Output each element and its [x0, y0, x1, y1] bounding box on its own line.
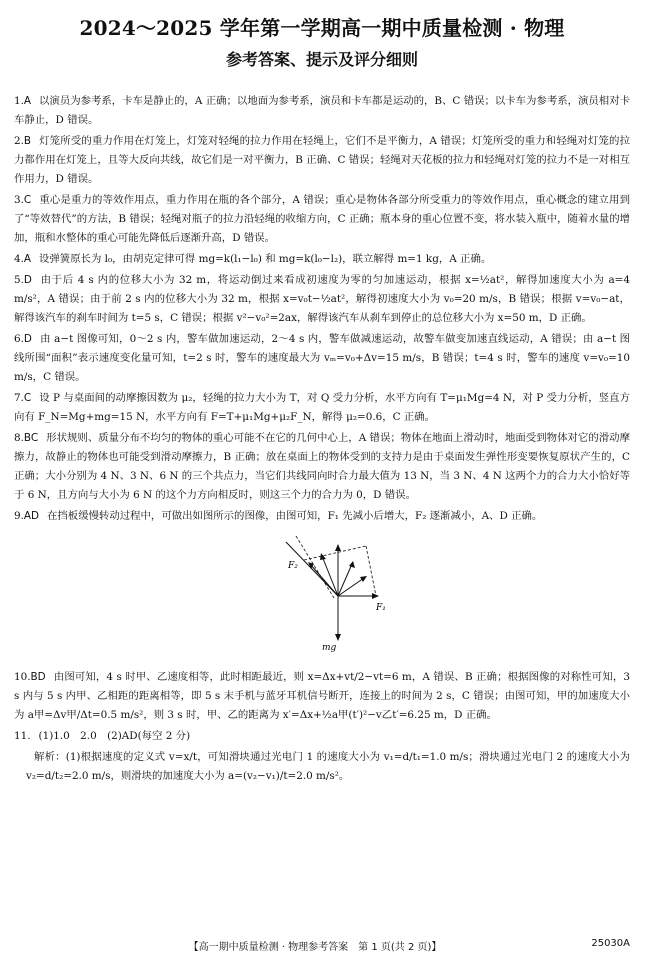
- answer-explanation: 重心是重力的等效作用点，重力作用在瓶的各个部分，A 错误；重心是物体各部分所受重力的等效作用点，重心概念的建立用到了“等效替代”的方法，B 错误；轻绳对瓶子的拉力沿轻绳的收缩方向，C 正确；瓶本身的重心位置不变，将水装入瓶中，随着水量的增加，瓶和水整体的重心可能先降低后逐渐升高，D 错误。: [14, 194, 630, 244]
- label-mg: mg: [322, 643, 337, 653]
- answer-explanation: 由于后 4 s 内的位移大小为 32 m，将运动倒过来看成初速度为零的匀加速运动，根据 x=½at²，解得加速度大小为 a=4 m/s²，A 错误；由于前 2 s 内的位移大小为 32 m，根据 x=v₀t−½at²，解得初速度大小为 v₀=20 m/s，B 错误；根据 v=v₀−at，解得该汽车的刹车时间为 t=5 s，C 错误；根据 v²−v₀²=2ax，解得该汽车从刹车到停止的总位移大小为 x=50 m，D 正确。: [14, 274, 630, 324]
- f2-arrow: [322, 556, 338, 596]
- answer-choice: BD: [30, 671, 46, 683]
- label-f2: F₂: [288, 561, 298, 571]
- page-subtitle: 参考答案、提示及评分细则: [225, 50, 418, 69]
- arrowhead-icon: [372, 593, 379, 599]
- answer-item-5: 5.D 由于后 4 s 内的位移大小为 32 m，将运动倒过来看成初速度为零的匀加速运动，根据 x=½at²，解得加速度大小为 a=4 m/s²，A 错误；由于前 2 s 内的位移大小为 32 m，根据 x=v₀t−½at²，解得初速度大小为 v₀=20 m/s，B 错误；根据 v=v₀−at，解得该汽车的刹车时间为 t=5 s，C 错误；根据 v²−v₀²=2ax，解得该汽车从刹车到停止的总位移大小为 x=50 m，D 正确。: [14, 274, 630, 324]
- answer-explanation: 由 a−t 图像可知，0～2 s 内，警车做加速运动，2～4 s 内，警车做减速运动，故警车做变加速直线运动，A 错误；由 a−t 图线所围“面积”表示速度变化量可知，t=2 s 时，警车的速度最大为 vₘ=v₀+Δv=15 m/s，B 错误；t=4 s 时，警车的速度 v=v₀=10 m/s，C 错误。: [14, 333, 630, 383]
- answer-choice: C: [23, 194, 32, 206]
- page-footer: [0, 938, 630, 953]
- answer-choice: A: [23, 95, 32, 107]
- answer-choice: B: [23, 135, 32, 147]
- answer-item-6: 6.D 由 a−t 图像可知，0～2 s 内，警车做加速运动，2～4 s 内，警车做减速运动，故警车做变加速直线运动，A 错误；由 a−t 图线所围“面积”表示速度变化量可知，t=2 s 时，警车的速度最大为 vₘ=v₀+Δv=15 m/s，B 错误；t=4 s 时，警车的速度 v=v₀=10 m/s，C 错误。: [14, 333, 630, 383]
- answer-choice: C: [23, 392, 32, 404]
- answer-item-9: 9.AD 在挡板缓慢转动过程中，可做出如图所示的图像，由图可知，F₁ 先减小后增大，F₂ 逐渐减小，A、D 正确。: [14, 510, 543, 522]
- answer-choice: BC: [23, 432, 39, 444]
- answer-explanation: 形状规则、质量分布不均匀的物体的重心可能不在它的几何中心上，A 错误；物体在地面上滑动时，地面受到物体对它的滑动摩擦力，故静止的物体也可能受到滑动摩擦力，B 正确；放在桌面上的物体受到的支持力是由于桌面发生弹性形变要恢复原状产生的，C 正确；大小分别为 4 N、3 N、6 N 的三个共点力，当它们共线同向时合力最大值为 13 N，当 3 N、4 N 这两个力的合力大小恰好等于 6 N，且方向与大小为 6 N 的这个力方向相反时，则这三个力的合力为 0，D 错误。: [14, 432, 630, 501]
- footer-code: 25030A: [591, 938, 630, 949]
- answer-explanation: 灯笼所受的重力作用在灯笼上，灯笼对轻绳的拉力作用在轻绳上，它们不是平衡力，A 错误；灯笼所受的重力和轻绳对灯笼的拉力都作用在灯笼上，且等大反向共线，故它们是一对平衡力，B 正确、C 错误；轻绳对天花板的拉力和轻绳对灯笼的拉力不是一对相互作用力，D 错误。: [14, 135, 630, 185]
- answer-choice: D: [23, 333, 32, 345]
- answer-item-8: 8.BC 形状规则、质量分布不均匀的物体的重心可能不在它的几何中心上，A 错误；物体在地面上滑动时，地面受到物体对它的滑动摩擦力，故静止的物体也可能受到滑动摩擦力，B 正确；放在桌面上的物体受到的支持力是由于桌面发生弹性形变要恢复原状产生的，C 正确；大小分别为 4 N、3 N、6 N 的三个共点力，当它们共线同向时合力最大值为 13 N，当 3 N、4 N 这两个力的合力大小恰好等于 6 N，且方向与大小为 6 N 的这个力方向相反时，则这三个力的合力为 0，D 错误。: [14, 432, 630, 501]
- answer-item-10: 10.BD 由图可知，4 s 时甲、乙速度相等，此时相距最近，则 x=Δx+vt/2−vt=6 m，A 错误、B 正确；根据图像的对称性可知，3 s 内与 5 s 内甲、乙相距的距离相等，即 5 s 末手机与蓝牙耳机信号断开，连接上的时间为 2 s，C 错误；由图可知，甲的加速度大小为 a甲=Δv甲/Δt=0.5 m/s²，则 3 s 时，甲、乙的距离为 x′=Δx+½a甲(t′)²−v乙t′=6.25 m，D 正确。: [14, 671, 630, 721]
- answer-item-1: 1.A 以演员为参考系，卡车是静止的，A 正确；以地面为参考系，演员和卡车都是运动的，B、C 错误；以卡车为参考系，演员相对卡车静止，D 错误。: [14, 95, 630, 126]
- construction-line: [366, 546, 376, 596]
- force-triangle-diagram: [278, 534, 398, 654]
- answer-item-11-analysis: [14, 748, 630, 786]
- baffle-dashed-line: [296, 536, 334, 598]
- answer-explanation: 在挡板缓慢转动过程中，可做出如图所示的图像，由图可知，F₁ 先减小后增大，F₂ 逐渐减小，A、D 正确。: [47, 510, 543, 522]
- arrowhead-icon: [335, 634, 341, 641]
- arrowhead-icon: [335, 544, 341, 551]
- answer-explanation: 以演员为参考系，卡车是静止的，A 正确；以地面为参考系，演员和卡车都是运动的，B、C 错误；以卡车为参考系，演员相对卡车静止，D 错误。: [14, 95, 630, 126]
- arrowhead-icon: [360, 576, 367, 582]
- footer-page-info: 【高一期中质量检测 · 物理参考答案 第 1 页(共 2 页)】: [188, 942, 442, 953]
- answer-explanation: 设 P 与桌面间的动摩擦因数为 μ₂，轻绳的拉力大小为 T，对 Q 受力分析，水平方向有 T=μ₁Mg=4 N，对 P 受力分析，竖直方向有 F_N=Mg+mg=15 N，水平方向有 F=T+μ₁Mg+μ₂F_N，解得 μ₂=0.6，C 正确。: [14, 392, 630, 423]
- answer-item-11: 11. (1)1.0 2.0 (2)AD(每空 2 分): [14, 730, 191, 742]
- answer-list: [14, 92, 630, 786]
- label-f1: F₁: [376, 603, 386, 613]
- f2-arrow: [310, 564, 338, 596]
- answer-explanation: 由图可知，4 s 时甲、乙速度相等，此时相距最近，则 x=Δx+vt/2−vt=6 m，A 错误、B 正确；根据图像的对称性可知，3 s 内与 5 s 内甲、乙相距的距离相等，即 5 s 末手机与蓝牙耳机信号断开，连接上的时间为 2 s，C 错误；由图可知，甲的加速度大小为 a甲=Δv甲/Δt=0.5 m/s²，则 3 s 时，甲、乙的距离为 x′=Δx+½a甲(t′)²−v乙t′=6.25 m，D 正确。: [14, 671, 630, 721]
- answer-choice: AD: [23, 510, 40, 522]
- answer-choice: D: [23, 274, 32, 286]
- page-title: 2024～2025 学年第一学期高一期中质量检测 · 物理: [79, 16, 565, 40]
- answer-explanation: 设弹簧原长为 l₀，由胡克定律可得 mg=k(l₁−l₀) 和 mg=k(l₀−l₂)，联立解得 m=1 kg，A 正确。: [39, 253, 492, 265]
- answer-explanation: (1)1.0 2.0 (2)AD(每空 2 分): [38, 730, 191, 742]
- answer-item-3: 3.C 重心是重力的等效作用点，重力作用在瓶的各个部分，A 错误；重心是物体各部分所受重力的等效作用点，重心概念的建立用到了“等效替代”的方法，B 错误；轻绳对瓶子的拉力沿轻绳的收缩方向，C 正确；瓶本身的重心位置不变，将水装入瓶中，随着水量的增加，瓶和水整体的重心可能先降低后逐渐升高，D 错误。: [14, 194, 630, 244]
- arrowhead-icon: [320, 553, 326, 560]
- answer-item-7: 7.C 设 P 与桌面间的动摩擦因数为 μ₂，轻绳的拉力大小为 T，对 Q 受力分析，水平方向有 T=μ₁Mg=4 N，对 P 受力分析，竖直方向有 F_N=Mg+mg=15 N，水平方向有 F=T+μ₁Mg+μ₂F_N，解得 μ₂=0.6，C 正确。: [14, 392, 630, 423]
- answer-item-2: 2.B 灯笼所受的重力作用在灯笼上，灯笼对轻绳的拉力作用在轻绳上，它们不是平衡力，A 错误；灯笼所受的重力和轻绳对灯笼的拉力都作用在灯笼上，且等大反向共线，故它们是一对平衡力，B 正确、C 错误；轻绳对天花板的拉力和轻绳对灯笼的拉力不是一对相互作用力，D 错误。: [14, 135, 630, 185]
- arrowhead-icon: [349, 561, 355, 568]
- construction-line: [304, 546, 366, 560]
- answer-item-4: 4.A 设弹簧原长为 l₀，由胡克定律可得 mg=k(l₁−l₀) 和 mg=k(l₀−l₂)，联立解得 m=1 kg，A 正确。: [14, 253, 492, 265]
- answer-explanation: 解析：(1)根据速度的定义式 v=x/t，可知滑块通过光电门 1 的速度大小为 v₁=d/t₁=1.0 m/s；滑块通过光电门 2 的速度大小为 v₂=d/t₂=2.0 m/s，则滑块的加速度大小为 a=(v₂−v₁)/t=2.0 m/s²。: [26, 751, 630, 782]
- answer-choice: A: [23, 253, 32, 265]
